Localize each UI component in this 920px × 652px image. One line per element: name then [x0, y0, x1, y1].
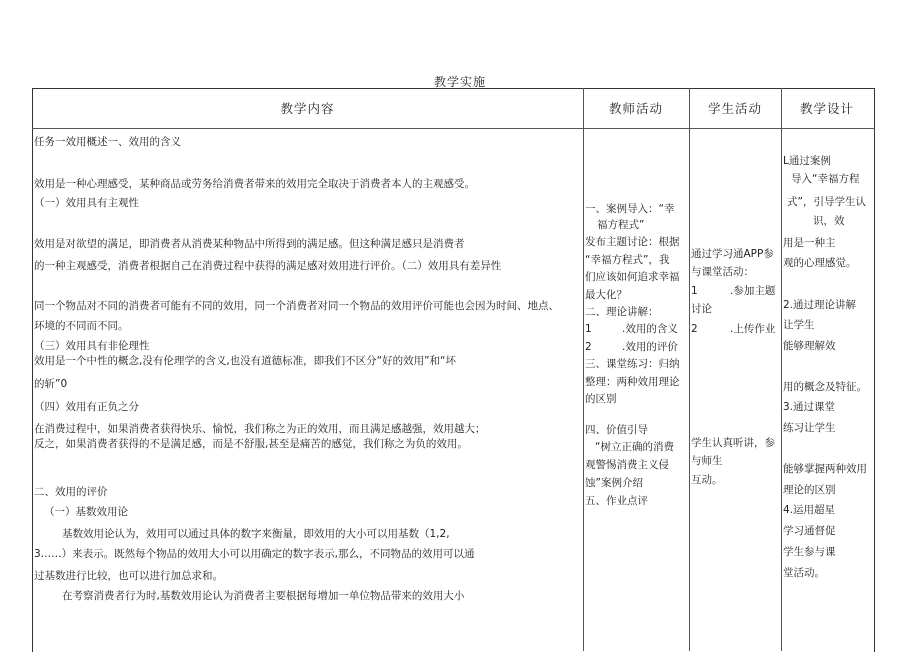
- student-line: 2: [691, 323, 698, 335]
- teacher-line: 的区别: [585, 393, 617, 405]
- design-line: 堂活动。: [783, 567, 825, 579]
- teacher-line: 发布主题讨论：根据: [585, 236, 680, 248]
- design-line: 导入“幸福方程: [791, 173, 860, 185]
- content-line: 基数效用论认为，效用可以通过具体的数字来衡量，即效用的大小可以用基数（1,2,: [62, 528, 450, 540]
- content-line: 环境的不同而不同。: [34, 320, 129, 332]
- content-line: （一）效用具有主观性: [34, 197, 139, 209]
- design-line: 2.通过理论讲解: [783, 299, 857, 311]
- design-line: 能够掌握两种效用: [783, 463, 867, 475]
- teacher-line: 五、作业点评: [585, 495, 648, 507]
- teacher-line: 四、价值引导: [585, 424, 648, 436]
- content-line: 同一个物品对不同的消费者可能有不同的效用，同一个消费者对同一个物品的效用评价可能也会因为时间、地点、: [34, 300, 559, 312]
- teacher-line: 2: [585, 341, 592, 353]
- header-design: 教学设计: [799, 101, 854, 116]
- design-line: 练习让学生: [783, 422, 836, 434]
- student-line: .参加主题: [730, 285, 776, 297]
- column-divider: [583, 88, 584, 651]
- design-line: 识，效: [813, 215, 845, 227]
- design-line: 观的心理感觉。: [783, 257, 857, 269]
- header-content: 教学内容: [280, 101, 335, 116]
- teacher-line: .效用的评价: [622, 341, 678, 353]
- teacher-line: 最大化？: [585, 289, 627, 301]
- design-line: 学生参与课: [783, 546, 836, 558]
- content-line: 效用是一种心理感受，某种商品或劳务给消费者带来的效用完全取决于消费者本人的主观感受。: [34, 178, 475, 190]
- teacher-line: 1: [585, 323, 592, 335]
- content-line: 反之，如果消费者获得的不是满足感，而是不舒服,甚至是痛苦的感觉，我们称之为负的效用。: [34, 438, 468, 450]
- content-line: 的斩”0: [34, 378, 68, 390]
- header-divider: [32, 128, 875, 129]
- design-line: 式”，引导学生认: [787, 196, 866, 208]
- design-line: 理论的区别: [783, 484, 836, 496]
- teacher-line: 整理：两种效用理论: [585, 376, 680, 388]
- content-line: 的一种主观感受，消费者根据自己在消费过程中获得的满足感对效用进行评价。（二）效用具有差异性: [34, 260, 502, 272]
- teacher-line: “幸福方程式”，我: [585, 254, 670, 266]
- content-line: （四）效用有正负之分: [34, 401, 139, 413]
- content-line: 二、效用的评价: [34, 486, 108, 498]
- teacher-line: .效用的含义: [622, 323, 678, 335]
- design-line: 用的概念及特征。: [783, 381, 867, 393]
- lesson-table: [32, 88, 875, 652]
- design-line: 用是一种主: [783, 237, 836, 249]
- content-line: 过基数进行比较，也可以进行加总求和。: [34, 570, 223, 582]
- content-line: （三）效用具有非伦理性: [34, 340, 150, 352]
- header-student: 学生活动: [707, 101, 762, 116]
- column-divider: [689, 88, 690, 651]
- teacher-line: 一、案例导入：“幸: [585, 203, 675, 215]
- header-teacher: 教师活动: [608, 101, 663, 116]
- student-line: 1: [691, 285, 698, 297]
- student-line: .上传作业: [730, 323, 776, 335]
- teacher-line: 蚀”案例介绍: [585, 477, 643, 489]
- teacher-line: 二、理论讲解：: [585, 306, 659, 318]
- content-line: 效用是一个中性的概念,没有伦理学的含义,也没有道德标准，即我们不区分“好的效用”和“坏: [34, 355, 456, 367]
- content-line: 在消费过程中，如果消费者获得快乐、愉悦，我们称之为正的效用，而且满足感越强，效用越大；: [34, 423, 486, 435]
- design-line: 学习通督促: [783, 525, 836, 537]
- design-line: 3.通过课堂: [783, 401, 836, 413]
- table-caption: 教学实施: [433, 75, 486, 89]
- content-line: 在考察消费者行为时,基数效用论认为消费者主要根据每增加一单位物品带来的效用大小: [62, 590, 465, 602]
- student-line: 与师生: [691, 455, 723, 467]
- teacher-line: 三、课堂练习：归纳: [585, 358, 680, 370]
- student-line: 互动。: [691, 474, 723, 486]
- content-line: 任务一效用概述一、效用的含义: [34, 136, 181, 148]
- design-line: 让学生: [783, 319, 815, 331]
- content-line: （一）基数效用论: [44, 506, 128, 518]
- design-line: 能够理解效: [783, 340, 836, 352]
- column-divider: [781, 88, 782, 651]
- design-line: L通过案例: [783, 155, 831, 167]
- content-line: 效用是对欲望的满足，即消费者从消费某种物品中所得到的满足感。但这种满足感只是消费者: [34, 238, 465, 250]
- student-line: 通过学习通APP参: [691, 248, 774, 260]
- teacher-line: 们应该如何追求幸福: [585, 271, 680, 283]
- teacher-line: “树立正确的消费: [595, 441, 674, 453]
- teacher-line: 观警惕消费主义侵: [585, 459, 669, 471]
- student-line: 与课堂活动：: [691, 266, 754, 278]
- design-line: 4.运用超星: [783, 504, 836, 516]
- teacher-line: 福方程式”: [597, 219, 645, 231]
- student-line: 学生认真听讲，参: [691, 437, 775, 449]
- content-line: 3……）来表示。既然每个物品的效用大小可以用确定的数字表示,那么，不同物品的效用可以通: [34, 548, 475, 560]
- student-line: 讨论: [691, 303, 712, 315]
